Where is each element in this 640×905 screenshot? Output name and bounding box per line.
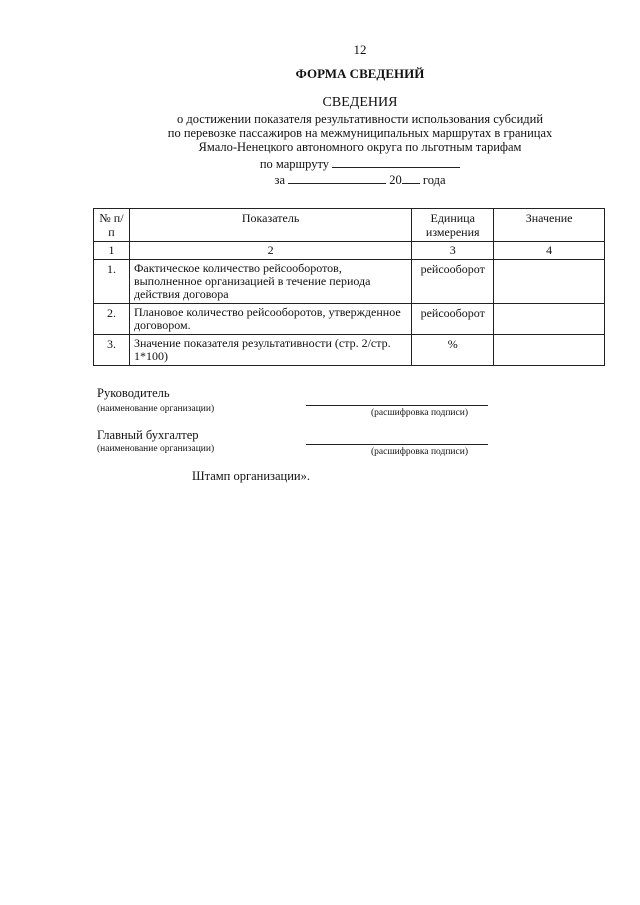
table-header-row [94,209,605,242]
director-title: Руководитель [97,386,170,400]
period-year-prefix: 20 [389,173,402,187]
table-row [94,304,605,335]
indicator-table [93,208,605,366]
route-line [0,155,640,172]
period-line [0,171,640,188]
row-unit: рейсооборот [412,304,494,335]
row-indicator-name: Плановое количество рейсооборотов, утвержденное договором. [129,304,411,335]
index-cell: 3 [412,242,494,260]
period-prefix: за [274,173,285,187]
index-cell: 1 [94,242,130,260]
row-value-cell[interactable] [494,335,605,366]
page-number: 12 [353,42,367,57]
year-blank[interactable] [402,171,420,184]
table-index-row [94,242,605,260]
subtitle-line-1: о достижении показателя результативности использования субсидий [176,112,544,126]
director-signature-line[interactable] [306,405,488,406]
director-sign-caption: (расшифровка подписи) [371,408,468,418]
form-title: ФОРМА СВЕДЕНИЙ [295,66,425,81]
route-blank[interactable] [332,155,460,168]
accountant-title: Главный бухгалтер [97,428,199,442]
index-cell: 2 [129,242,411,260]
header-unit: Единица измерения [412,209,494,242]
row-unit: рейсооборот [412,260,494,304]
row-value-cell[interactable] [494,260,605,304]
director-org-caption: (наименование организации) [97,404,215,414]
stamp-label: Штамп организации». [192,469,310,483]
row-number: 3. [94,335,130,366]
header-value: Значение [494,209,605,242]
row-indicator-name: Значение показателя результативности (стр. 2/стр. 1*100) [129,335,411,366]
document-heading: СВЕДЕНИЯ [322,95,398,110]
table-row [94,260,605,304]
route-label: по маршруту [259,157,330,171]
subtitle-line-2: по перевозке пассажиров на межмуниципальных маршрутах в границах [167,126,553,140]
index-cell: 4 [494,242,605,260]
row-number: 1. [94,260,130,304]
accountant-signature-line[interactable] [306,444,488,445]
row-indicator-name: Фактическое количество рейсооборотов, выполненное организацией в течение периода действия договора [129,260,411,304]
header-indicator: Показатель [129,209,411,242]
period-blank[interactable] [288,171,386,184]
accountant-org-caption: (наименование организации) [97,444,215,454]
table-row [94,335,605,366]
period-suffix: года [422,173,446,187]
header-number: № п/п [94,209,130,242]
subtitle-line-3: Ямало-Ненецкого автономного округа по льготным тарифам [198,140,522,154]
row-unit: % [412,335,494,366]
row-value-cell[interactable] [494,304,605,335]
accountant-sign-caption: (расшифровка подписи) [371,447,468,457]
row-number: 2. [94,304,130,335]
